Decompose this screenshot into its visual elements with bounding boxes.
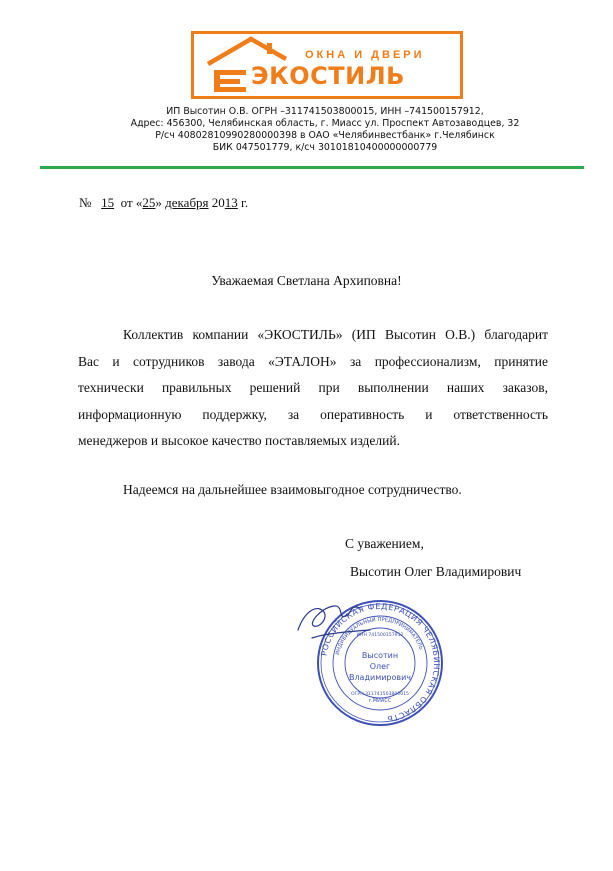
date-day: 25: [142, 195, 156, 210]
stamp-city: г.МИАСС: [368, 698, 392, 704]
handwritten-signature-icon: [290, 590, 380, 650]
requisites-line: БИК 047501779, к/сч 30101810400000000779: [212, 142, 438, 153]
letter-body-paragraph: [78, 322, 548, 455]
stamp-ogrn: ОГРН 311741503800015: [351, 692, 409, 697]
stamp-center-line: Высотин: [361, 651, 399, 660]
greeting: Уважаемая Светлана Архиповна!: [211, 273, 402, 288]
signer-name: Высотин Олег Владимирович: [350, 564, 522, 579]
regards: С уважением,: [345, 536, 424, 551]
closing-wish: Надеемся на дальнейшее взаимовыгодное сотрудничество.: [123, 482, 462, 497]
date-day-close: »: [155, 195, 162, 210]
stamp-inner-ring-text: ИНДИВИДУАЛЬНЫЙ ПРЕДПРИНИМАТЕЛЬ: [334, 616, 424, 656]
paragraph-line: технически правильных решений при выполнении наших заказов,: [78, 380, 548, 395]
letter-number-date: [79, 195, 248, 211]
stamp-center-line: Олег: [369, 662, 391, 671]
date-year-prefix: 20: [211, 195, 225, 210]
requisites-line: Р/сч 40802810990280000398 в ОАО «Челябинвестбанк» г.Челябинск: [155, 130, 495, 141]
stamp-center-line: Владимирович: [348, 673, 412, 682]
logo-tagline: ОКНА И ДВЕРИ: [305, 49, 425, 61]
company-requisites: [90, 106, 560, 154]
letter-number: 15: [101, 195, 115, 210]
date-month: декабря: [165, 195, 209, 210]
date-year-suffix: 13: [224, 195, 238, 210]
date-year-end: г.: [241, 195, 249, 210]
date-from: от «: [120, 195, 143, 210]
header-divider: [40, 166, 584, 169]
requisites-line: ИП Высотин О.В. ОГРН –311741503800015, ИНН –741500157912,: [166, 106, 484, 117]
paragraph-line: информационную поддержку, за оперативность и ответственность: [78, 406, 548, 422]
company-logo: [191, 31, 463, 99]
paragraph-line: менеджеров и высокое качество поставляемых изделий.: [78, 433, 400, 448]
logo-company-name: ЭКОСТИЛЬ: [251, 62, 405, 90]
paragraph-line: Коллектив компании «ЭКОСТИЛЬ» (ИП Высотин О.В.) благодарит: [123, 327, 548, 342]
requisites-line: Адрес: 456300, Челябинская область, г. Миасс ул. Проспект Автозаводцев, 32: [130, 118, 520, 129]
stamp-ring-text: РОССИЙСКАЯ ФЕДЕРАЦИЯ ЧЕЛЯБИНСКАЯ ОБЛАСТЬ: [319, 601, 442, 724]
stamp-inn: ИНН 741500157912: [356, 633, 404, 638]
paragraph-line: Вас и сотрудников завода «ЭТАЛОН» за профессионализм, принятие: [78, 353, 548, 369]
number-sign: №: [79, 195, 92, 210]
